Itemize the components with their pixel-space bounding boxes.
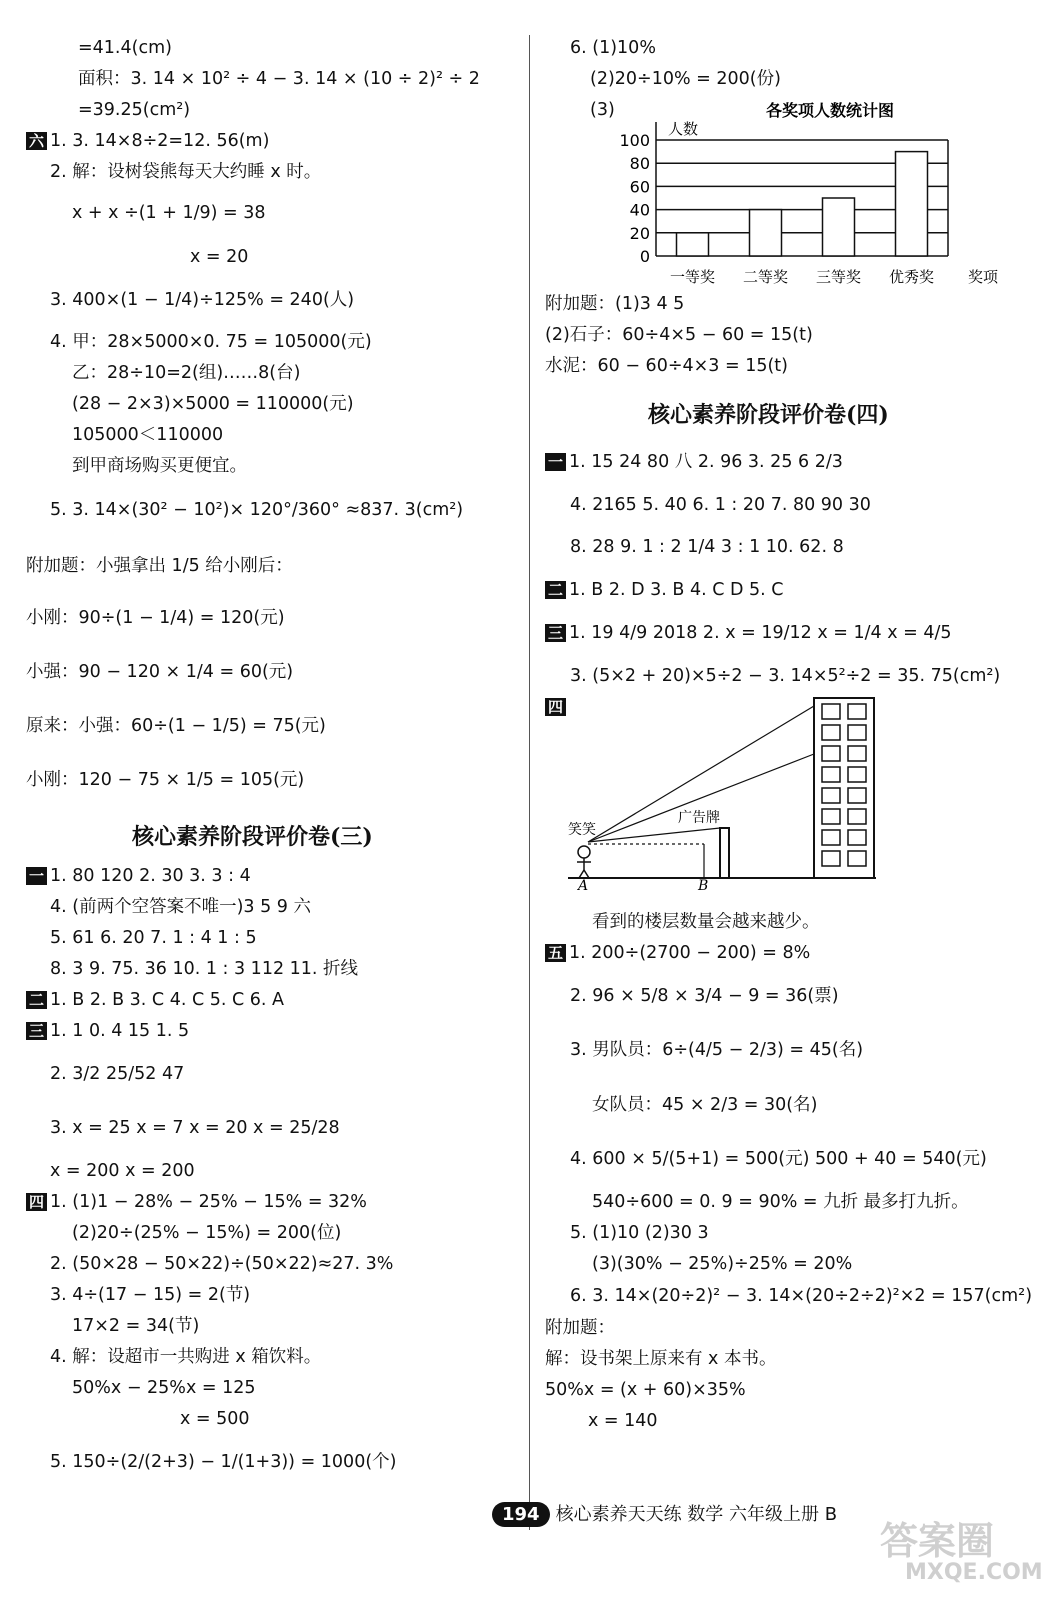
answer-line: 小刚：90÷(1 − 1/4) = 120(元) (26, 608, 285, 628)
answer-line: x = 20 (190, 247, 249, 267)
section-mark: 一 (26, 867, 47, 885)
answer-line: x + x ÷(1 + 1/9) = 38 (72, 203, 266, 223)
answer-line: 5. 3. 14×(30² − 10²)× 120°/360° ≈837. 3(cm²) (50, 500, 464, 520)
section-mark: 二 (26, 991, 47, 1009)
building-window (848, 725, 866, 740)
answer-line: 附加题： (545, 1318, 615, 1338)
section-mark: 五 (545, 944, 566, 962)
chart-ylabel: 人数 (668, 120, 699, 138)
answer-line: (2)20÷(25% − 15%) = 200(位) (72, 1223, 342, 1243)
answer-line: 6. 3. 14×(20÷2)² − 3. 14×(20÷2÷2)²×2 = 157(cm²) (570, 1286, 1033, 1306)
answer-line: x = 200 x = 200 (50, 1161, 195, 1181)
answer-line: 2. 3/2 25/52 47 (50, 1064, 185, 1084)
answer-line: 三 1. 19 4/9 2018 2. x = 19/12 x = 1/4 x = 4/5 (545, 623, 952, 643)
chart-bar (750, 210, 782, 256)
answer-line: 五 1. 200÷(2700 − 200) = 8% (545, 943, 810, 963)
answer-line: 附加题：小强拿出 1/5 给小刚后： (26, 556, 293, 576)
answer-line: 原来：小强：60÷(1 − 1/5) = 75(元) (26, 716, 326, 736)
answer-line: 2. (50×28 − 50×22)÷(50×22)≈27. 3% (50, 1254, 394, 1274)
sight-line (588, 754, 814, 842)
chart-ytick-label: 20 (629, 223, 650, 243)
answer-line: 3. (5×2 + 20)×5÷2 − 3. 14×5²÷2 = 35. 75(cm²) (570, 666, 1001, 686)
answer-line: (3)(30% − 25%)÷25% = 20% (592, 1254, 853, 1274)
answer-line: 540÷600 = 0. 9 = 90% = 九折 最多打九折。 (592, 1192, 969, 1212)
answer-line: 小刚：120 − 75 × 1/5 = 105(元) (26, 770, 305, 790)
answer-line: 附加题：(1)3 4 5 (545, 294, 685, 314)
answer-line: 四 1. (1)1 − 28% − 25% − 15% = 32% (26, 1192, 367, 1212)
chart-ytick-label: 40 (629, 200, 650, 220)
building-window (822, 788, 840, 803)
answer-line: 50%x − 25%x = 125 (72, 1378, 256, 1398)
answer-line: 5. 61 6. 20 7. 1 : 4 1 : 5 (50, 928, 257, 948)
building-window (822, 725, 840, 740)
answer-line: 面积：3. 14 × 10² ÷ 4 − 3. 14 × (10 ÷ 2)² ÷ 2 (78, 69, 480, 89)
answer-line: 8. 3 9. 75. 36 10. 1 : 3 112 11. 折线 (50, 959, 359, 979)
section-mark: 六 (26, 132, 47, 150)
section-mark: 三 (26, 1022, 47, 1040)
building-window (848, 830, 866, 845)
answer-line: 3. 400×(1 − 1/4)÷125% = 240(人) (50, 290, 355, 310)
answer-line: 到甲商场购买更便宜。 (72, 456, 247, 476)
answer-line: 2. 96 × 5/8 × 3/4 − 9 = 36(票) (570, 986, 839, 1006)
answer-line: (28 − 2×3)×5000 = 110000(元) (72, 394, 354, 414)
answer-line: 一 1. 15 24 80 八 2. 96 3. 25 6 2/3 (545, 452, 843, 472)
point-a-label: A (578, 878, 589, 890)
person-label: 笑笑 (568, 822, 596, 838)
chart-category-label: 一等奖 (669, 268, 716, 286)
answer-line: 水泥：60 − 60÷4×3 = 15(t) (545, 356, 788, 376)
answer-line: 4. 甲：28×5000×0. 75 = 105000(元) (50, 332, 372, 352)
building-window (822, 767, 840, 782)
section-mark: 二 (545, 581, 566, 599)
answer-line: 2. 解：设树袋熊每天大约睡 x 时。 (50, 162, 322, 182)
chart-ytick-label: 100 (619, 131, 650, 150)
section-mark: 四 (26, 1193, 47, 1211)
building-window (822, 809, 840, 824)
answer-line: 六 1. 3. 14×8÷2=12. 56(m) (26, 131, 269, 151)
chart-ytick-label: 0 (639, 247, 650, 266)
answer-line: (2)20÷10% = 200(份) (590, 69, 781, 89)
answer-line: 3. x = 25 x = 7 x = 20 x = 25/28 (50, 1118, 340, 1138)
section-mark: 四 (545, 698, 566, 716)
watermark-url: MXQE.COM (905, 1560, 1043, 1585)
answer-line: 小强：90 − 120 × 1/4 = 60(元) (26, 662, 294, 682)
answer-line: 17×2 = 34(节) (72, 1316, 200, 1336)
chart-category-label: 二等奖 (742, 268, 789, 286)
answer-line: 4. 解：设超市一共购进 x 箱饮料。 (50, 1347, 322, 1367)
answer-line: (3) (590, 100, 615, 120)
answer-line: =41.4(cm) (78, 38, 172, 58)
answer-line: 看到的楼层数量会越来越少。 (592, 912, 820, 932)
billboard (720, 828, 729, 878)
answer-line: 50%x = (x + 60)×35% (545, 1380, 746, 1400)
person-head (578, 846, 590, 858)
answer-line: 8. 28 9. 1 : 2 1/4 3 : 1 10. 62. 8 (570, 537, 844, 557)
section-title: 核心素养阶段评价卷(三) (132, 824, 373, 850)
chart-ytick-label: 80 (629, 154, 650, 174)
chart-bar (823, 198, 855, 256)
answer-line: 5. 150÷(2/(2+3) − 1/(1+3)) = 1000(个) (50, 1452, 397, 1472)
section-title: 核心素养阶段评价卷(四) (648, 402, 889, 428)
building-figure (566, 694, 896, 890)
chart-ytick-label: 60 (629, 177, 650, 197)
answer-line: x = 500 (180, 1409, 250, 1429)
answer-line: x = 140 (588, 1411, 658, 1431)
answer-line: 三 1. 1 0. 4 15 1. 5 (26, 1021, 189, 1041)
answer-line: 6. (1)10% (570, 38, 656, 58)
chart-category-label: 三等奖 (815, 268, 862, 286)
building-window (848, 767, 866, 782)
building-window (848, 788, 866, 803)
answer-line: =39.25(cm²) (78, 100, 191, 120)
answer-line: 4. (前两个空答案不唯一)3 5 9 六 (50, 897, 312, 917)
chart-title: 各奖项人数统计图 (765, 101, 895, 120)
chart-xlabel: 奖项 (968, 268, 999, 286)
page-footer (492, 1500, 837, 1527)
page-number: 194 (492, 1502, 550, 1527)
answer-line: 二 1. B 2. D 3. B 4. C D 5. C (545, 580, 784, 600)
section-mark: 一 (545, 453, 566, 471)
building-window (822, 704, 840, 719)
answer-line: 3. 4÷(17 − 15) = 2(节) (50, 1285, 251, 1305)
building-window (822, 746, 840, 761)
sign-label: 广告牌 (678, 810, 720, 826)
answer-line: 解：设书架上原来有 x 本书。 (545, 1349, 777, 1369)
answer-line: 女队员：45 × 2/3 = 30(名) (592, 1095, 818, 1115)
answer-line: 5. (1)10 (2)30 3 (570, 1223, 709, 1243)
bar-chart (596, 96, 1016, 292)
answer-line: 105000＜110000 (72, 425, 224, 445)
answer-line: 4. 2165 5. 40 6. 1 : 20 7. 80 90 30 (570, 495, 871, 515)
column-divider (529, 35, 530, 1530)
chart-bar (677, 233, 709, 256)
answer-line: 乙：28÷10=2(组)……8(台) (72, 363, 301, 383)
answer-line: 一 1. 80 120 2. 30 3. 3 : 4 (26, 866, 251, 886)
answer-line: 3. 男队员：6÷(4/5 − 2/3) = 45(名) (570, 1040, 864, 1060)
building-window (822, 851, 840, 866)
building-window (848, 809, 866, 824)
answer-line: 二 1. B 2. B 3. C 4. C 5. C 6. A (26, 990, 284, 1010)
building-window (848, 851, 866, 866)
point-b-label: B (698, 878, 709, 890)
chart-bar (896, 152, 928, 256)
section-mark: 三 (545, 624, 566, 642)
answer-line: (2)石子：60÷4×5 − 60 = 15(t) (545, 325, 813, 345)
building-window (848, 746, 866, 761)
watermark: 答案圈 (880, 1519, 995, 1563)
answer-line: 4. 600 × 5/(5+1) = 500(元) 500 + 40 = 540(元) (570, 1149, 987, 1169)
chart-category-label: 优秀奖 (888, 268, 935, 286)
building-window (848, 704, 866, 719)
book-title: 核心素养天天练 数学 六年级上册 B (555, 1504, 838, 1525)
building-window (822, 830, 840, 845)
